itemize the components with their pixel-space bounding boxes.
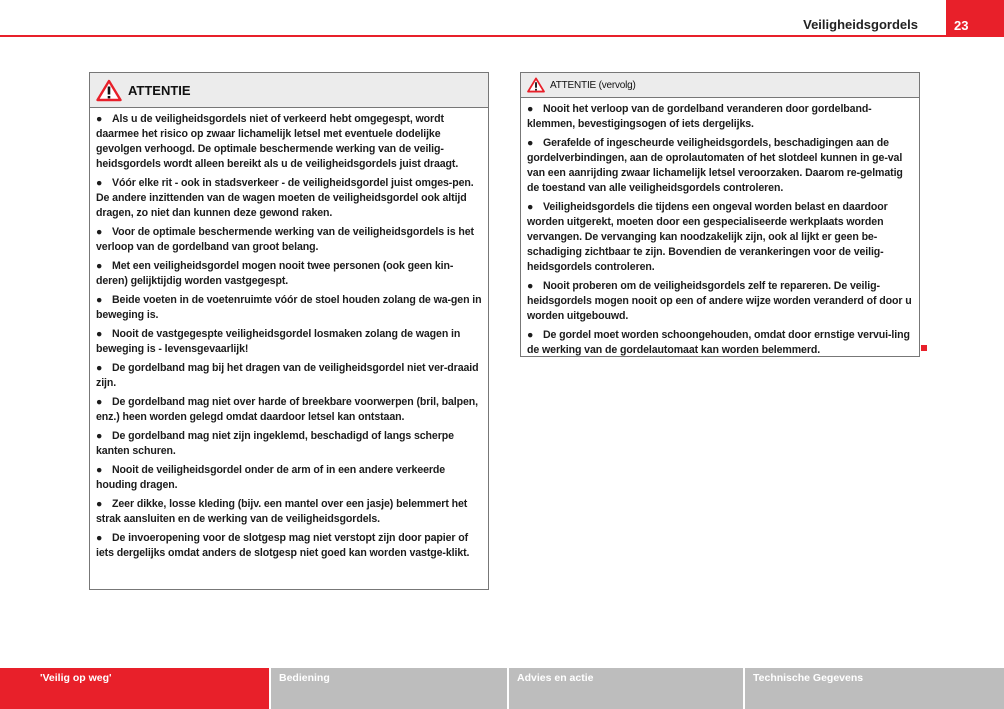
warning-item: ● Nooit proberen om de veiligheidsgordels zelf te repareren. De veilig-heidsgordels mogen nooit op een of andere wijze worden veranderd of door u worden uitgebouwd.: [527, 280, 912, 322]
warning-title: ATTENTIE (vervolg): [550, 79, 636, 91]
warning-item: ● De gordelband mag niet over harde of breekbare voorwerpen (bril, balpen, enz.) heen worden gelegd omdat daardoor letsel kan ontstaan.: [96, 396, 479, 423]
warning-item: ● Nooit de vastgegespte veiligheidsgordel losmaken zolang de wagen in beweging is - levensgevaarlijk!: [96, 328, 461, 355]
warning-list: [521, 98, 919, 358]
warning-item: ● Met een veiligheidsgordel mogen nooit twee personen (ook geen kin-deren) gelijktijdig worden vastgegespt.: [96, 260, 454, 287]
warning-item: ● Als u de veiligheidsgordels niet of verkeerd hebt omgegespt, wordt daarmee het risico op zwaar lichamelijk letsel met eventuele dodelijke gevolgen verhoogd. De optimale beschermende werking van de veilig-heidsgordels wordt alleen bereikt als u de veiligheidsgordels juist draagt.: [96, 113, 459, 170]
warning-title: ATTENTIE: [128, 82, 191, 98]
warning-triangle-icon: [96, 79, 122, 102]
warning-box-header: [90, 73, 488, 108]
warning-item: ● Gerafelde of ingescheurde veiligheidsgordels, beschadigingen aan de gordelverbindingen, aan de oprolautomaten of het slotdeel kunnen in ge-val van een aanrijding zwaar lichamelijk letsel veroorzaken. Daarom re-gelmatig de toestand van alle veiligheidsgordels controleren.: [527, 137, 903, 194]
end-of-section-marker: [921, 345, 927, 351]
warning-triangle-icon: [527, 77, 545, 93]
warning-box-attentie-vervolg: [520, 72, 920, 357]
warning-list: [90, 108, 488, 561]
warning-item: ● De gordel moet worden schoongehouden, omdat door ernstige vervui-ling de werking van de gordelautomaat kan worden belemmerd.: [527, 329, 910, 356]
chapter-nav: [0, 668, 1004, 709]
section-title: Veiligheidsgordels: [803, 17, 918, 32]
warning-item: ● De gordelband mag niet zijn ingeklemd, beschadigd of langs scherpe kanten schuren.: [96, 430, 454, 457]
warning-box-attentie: [89, 72, 489, 590]
warning-box-header: [521, 73, 919, 98]
warning-item: ● Voor de optimale beschermende werking van de veiligheidsgordels is het verloop van de gordelband van groot belang.: [96, 226, 474, 253]
warning-item: ● De gordelband mag bij het dragen van de veiligheidsgordel niet ver-draaid zijn.: [96, 362, 479, 389]
warning-item: ● Beide voeten in de voetenruimte vóór de stoel houden zolang de wa-gen in beweging is.: [96, 294, 482, 321]
warning-item: ● Nooit het verloop van de gordelband veranderen door gordelband-klemmen, bevestigingsogen of iets dergelijks.: [527, 103, 872, 130]
chapter-tab-veilig-op-weg[interactable]: 'Veilig op weg': [0, 668, 269, 709]
header-rule: [0, 35, 1004, 37]
page-number: 23: [954, 18, 969, 33]
warning-item: ● Zeer dikke, losse kleding (bijv. een mantel over een jasje) belemmert het strak aansluiten en de werking van de veiligheidsgordels.: [96, 498, 468, 525]
warning-item: ● De invoeropening voor de slotgesp mag niet verstopt zijn door papier of iets dergelijks omdat anders de slotgesp niet goed kan worden vastge-klikt.: [96, 532, 470, 559]
page-number-box: [946, 0, 1004, 37]
chapter-tab-technische-gegevens[interactable]: Technische Gegevens: [743, 668, 1004, 709]
warning-item: ● Nooit de veiligheidsgordel onder de arm of in een andere verkeerde houding dragen.: [96, 464, 446, 491]
warning-item: ● Veiligheidsgordels die tijdens een ongeval worden belast en daardoor worden uitgerekt, moeten door een gespecialiseerde werkplaats worden vervangen. De vervanging kan noodzakelijk zijn, ook al lijkt er geen be-schadiging zichtbaar te zijn. Bovendien de verankeringen voor de veilig-heidsgordels controleren.: [527, 201, 888, 273]
warning-item: ● Vóór elke rit - ook in stadsverkeer - de veiligheidsgordel juist omges-pen. De andere inzittenden van de wagen moeten de veiligheidsgordel ook altijd dragen, zo niet dan kunnen deze gewond raken.: [96, 177, 474, 219]
chapter-tab-advies-en-actie[interactable]: Advies en actie: [507, 668, 743, 709]
chapter-tab-bediening[interactable]: Bediening: [269, 668, 507, 709]
